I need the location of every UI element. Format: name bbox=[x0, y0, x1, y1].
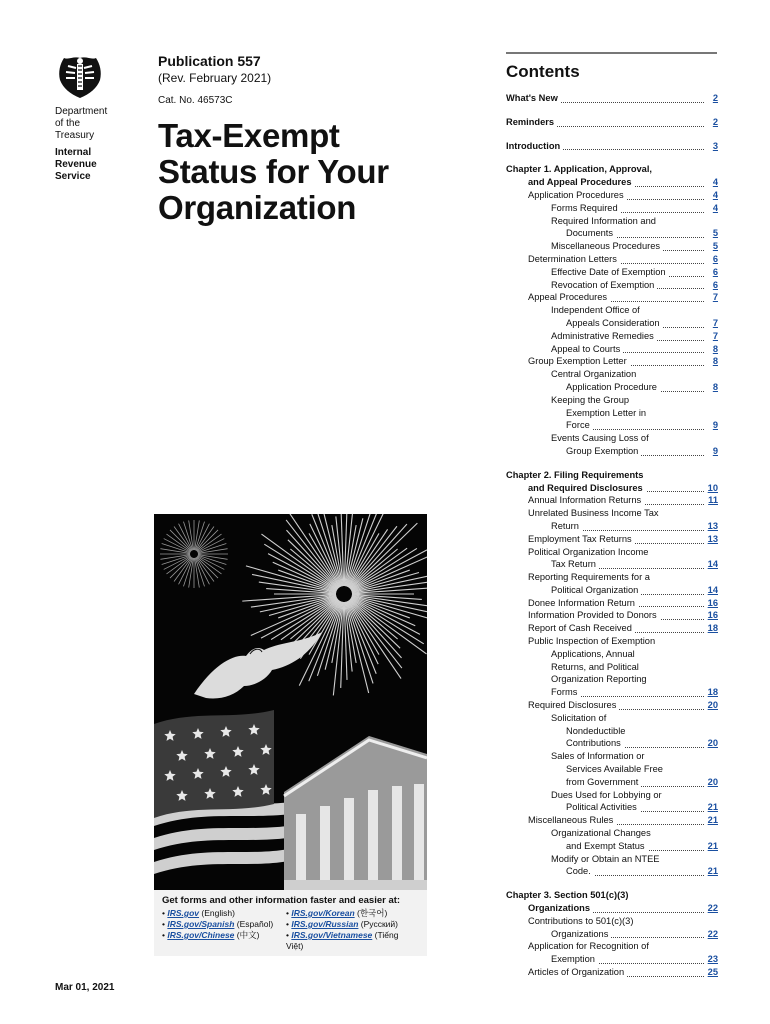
toc-entry-text: Forms bbox=[551, 687, 580, 697]
toc-page-link[interactable]: 7 bbox=[710, 330, 718, 343]
toc-page-link[interactable]: 8 bbox=[710, 355, 718, 368]
toc-entry[interactable] bbox=[506, 189, 718, 202]
toc-entry-text: Documents bbox=[566, 228, 616, 238]
toc-page-link[interactable]: 18 bbox=[705, 686, 718, 699]
toc-entry[interactable] bbox=[506, 494, 718, 507]
toc-entry[interactable] bbox=[506, 291, 718, 304]
toc-entry-text: Code. bbox=[566, 866, 594, 876]
toc-entry-text: What's New bbox=[506, 93, 561, 103]
toc-entry-text: Miscellaneous Rules bbox=[528, 815, 616, 825]
toc-entry-text: Events Causing Loss of bbox=[551, 433, 652, 443]
toc-entry[interactable] bbox=[506, 419, 718, 432]
toc-entry-text: Articles of Organization bbox=[528, 967, 627, 977]
toc-page-link[interactable]: 11 bbox=[705, 494, 718, 507]
toc-page-link[interactable]: 16 bbox=[705, 609, 718, 622]
irs-eagle-logo-icon bbox=[54, 54, 106, 100]
toc-entry[interactable] bbox=[506, 533, 718, 546]
toc-entry bbox=[506, 763, 718, 776]
toc-entry bbox=[506, 635, 718, 648]
toc-page-link[interactable]: 20 bbox=[705, 776, 718, 789]
toc-entry-text: Information Provided to Donors bbox=[528, 610, 660, 620]
toc-page-link[interactable]: 21 bbox=[705, 814, 718, 827]
toc-entry bbox=[506, 215, 718, 228]
toc-entry bbox=[506, 915, 718, 928]
toc-entry-text: Revocation of Exemption bbox=[551, 280, 657, 290]
toc-entry-text: Reminders bbox=[506, 117, 557, 127]
toc-entry bbox=[506, 546, 718, 559]
toc-entry bbox=[506, 432, 718, 445]
toc-entry-text: Solicitation of bbox=[551, 713, 609, 723]
language-link-item: • IRS.gov/Vietnamese (Tiếng Việt) bbox=[286, 930, 399, 951]
toc-entry-text: Chapter 2. Filing Requirements bbox=[506, 470, 646, 480]
dept-line: Department bbox=[55, 106, 108, 117]
toc-entry-text: Group Exemption bbox=[566, 446, 641, 456]
toc-entry[interactable] bbox=[506, 355, 718, 368]
toc-entry-text: Application for Recognition of bbox=[528, 941, 652, 951]
toc-entry-text: Exemption Letter in bbox=[566, 408, 649, 418]
toc-entry-text: Group Exemption Letter bbox=[528, 356, 630, 366]
toc-page-link[interactable]: 6 bbox=[710, 279, 718, 292]
toc-entry[interactable] bbox=[506, 279, 718, 292]
toc-entry-text: Dues Used for Lobbying or bbox=[551, 790, 665, 800]
language-label: (English) bbox=[201, 908, 235, 918]
toc-entry[interactable] bbox=[506, 140, 718, 153]
toc-page-link[interactable]: 4 bbox=[710, 176, 718, 189]
toc-entry-text: Returns, and Political bbox=[551, 662, 642, 672]
toc-page-link[interactable]: 9 bbox=[710, 419, 718, 432]
toc-entry[interactable] bbox=[506, 622, 718, 635]
catalog-number: Cat. No. 46573C bbox=[158, 95, 233, 106]
language-link-item: • IRS.gov/Spanish (Español) bbox=[162, 919, 274, 929]
toc-entry-text: Exemption bbox=[551, 954, 598, 964]
dept-line: of the bbox=[55, 118, 81, 129]
toc-entry bbox=[506, 940, 718, 953]
toc-entry-text: Appeals Consideration bbox=[566, 318, 663, 328]
toc-entry-text: Chapter 3. Section 501(c)(3) bbox=[506, 890, 631, 900]
language-label: (Tiếng Việt) bbox=[286, 930, 399, 951]
toc-entry[interactable] bbox=[506, 381, 718, 394]
toc-entry bbox=[506, 673, 718, 686]
toc-entry-text: Keeping the Group bbox=[551, 395, 632, 405]
dept-line: Treasury bbox=[55, 130, 95, 141]
irs-line: Revenue bbox=[55, 159, 97, 170]
toc-entry[interactable] bbox=[506, 227, 718, 240]
toc-page-link[interactable]: 8 bbox=[710, 343, 718, 356]
toc-entry-text: Unrelated Business Income Tax bbox=[528, 508, 662, 518]
toc-entry-text: Forms Required bbox=[551, 203, 621, 213]
toc-entry bbox=[506, 750, 718, 763]
toc-page-link[interactable]: 21 bbox=[705, 840, 718, 853]
toc-entry-text: Reporting Requirements for a bbox=[528, 572, 653, 582]
toc-entry bbox=[506, 571, 718, 584]
toc-entry bbox=[506, 507, 718, 520]
toc-entry bbox=[506, 407, 718, 420]
toc-entry[interactable] bbox=[506, 776, 718, 789]
toc-entry[interactable] bbox=[506, 840, 718, 853]
toc-entry bbox=[506, 712, 718, 725]
toc-page-link[interactable]: 21 bbox=[705, 801, 718, 814]
toc-page-link[interactable]: 2 bbox=[710, 92, 718, 105]
toc-entry-text: Force bbox=[566, 420, 593, 430]
toc-entry-text: from Government bbox=[566, 777, 641, 787]
toc-spacer bbox=[506, 105, 718, 116]
toc-entry-text: Modify or Obtain an NTEE bbox=[551, 854, 663, 864]
toc-spacer bbox=[506, 458, 718, 469]
toc-page-link[interactable]: 8 bbox=[710, 381, 718, 394]
toc-entry[interactable] bbox=[506, 928, 718, 941]
contents-rule bbox=[506, 52, 717, 54]
toc-entry[interactable] bbox=[506, 445, 718, 458]
toc-entry bbox=[506, 304, 718, 317]
toc-entry-text: Miscellaneous Procedures bbox=[551, 241, 663, 251]
toc-entry bbox=[506, 789, 718, 802]
toc-entry-text: Required Information and bbox=[551, 216, 659, 226]
toc-page-link[interactable]: 20 bbox=[705, 737, 718, 750]
irs-link[interactable]: IRS.gov/Vietnamese bbox=[291, 930, 373, 940]
toc-entry-text: Effective Date of Exemption bbox=[551, 267, 669, 277]
toc-entry-text: Political Organization Income bbox=[528, 547, 651, 557]
toc-entry bbox=[506, 368, 718, 381]
toc-entry[interactable] bbox=[506, 116, 718, 129]
toc-entry-text: Report of Cash Received bbox=[528, 623, 635, 633]
toc-entry-text: Return bbox=[551, 521, 582, 531]
toc-page-link[interactable]: 4 bbox=[710, 202, 718, 215]
toc-entry-text: Organizations bbox=[551, 929, 611, 939]
toc-entry-text: Appeal Procedures bbox=[528, 292, 610, 302]
language-label: (Español) bbox=[236, 919, 274, 929]
toc-page-link[interactable]: 22 bbox=[705, 928, 718, 941]
toc-entry[interactable] bbox=[506, 865, 718, 878]
toc-entry[interactable] bbox=[506, 482, 718, 495]
toc-entry[interactable] bbox=[506, 902, 718, 915]
toc-entry[interactable] bbox=[506, 558, 718, 571]
toc-page-link[interactable]: 5 bbox=[710, 227, 718, 240]
toc-entry bbox=[506, 394, 718, 407]
toc-entry[interactable] bbox=[506, 520, 718, 533]
toc-entry-text: Central Organization bbox=[551, 369, 639, 379]
toc-entry-text: Annual Information Returns bbox=[528, 495, 644, 505]
toc-entry-text: Services Available Free bbox=[566, 764, 666, 774]
toc-page-link[interactable]: 7 bbox=[710, 291, 718, 304]
toc-page-link[interactable]: 18 bbox=[705, 622, 718, 635]
toc-entry bbox=[506, 889, 718, 902]
irs-line: Internal bbox=[55, 147, 92, 158]
toc-entry[interactable] bbox=[506, 92, 718, 105]
toc-entry-text: and Exempt Status bbox=[566, 841, 648, 851]
toc-entry-text: Required Disclosures bbox=[528, 700, 619, 710]
department-block bbox=[55, 106, 135, 183]
toc-entry[interactable] bbox=[506, 176, 718, 189]
language-label: (한국어) bbox=[357, 908, 388, 918]
title-line: Tax-Exempt bbox=[158, 117, 340, 154]
toc-entry bbox=[506, 827, 718, 840]
toc-entry[interactable] bbox=[506, 686, 718, 699]
toc-entry[interactable] bbox=[506, 317, 718, 330]
toc-page-link[interactable]: 22 bbox=[705, 902, 718, 915]
document-title bbox=[158, 118, 478, 226]
language-link-item: • IRS.gov (English) bbox=[162, 908, 235, 918]
toc-entry-text: Organization Reporting bbox=[551, 674, 650, 684]
toc-page-link[interactable]: 13 bbox=[705, 533, 718, 546]
toc-page-link[interactable]: 9 bbox=[710, 445, 718, 458]
toc-entry[interactable] bbox=[506, 343, 718, 356]
language-link-item: • IRS.gov/Russian (Русский) bbox=[286, 919, 398, 929]
toc-spacer bbox=[506, 129, 718, 140]
toc-entry-text: Organizational Changes bbox=[551, 828, 654, 838]
toc-page-link[interactable]: 23 bbox=[705, 953, 718, 966]
toc-entry[interactable] bbox=[506, 699, 718, 712]
toc-page-link[interactable]: 3 bbox=[710, 140, 718, 153]
fireworks-eagle-flag-image bbox=[154, 514, 427, 890]
toc-entry[interactable] bbox=[506, 801, 718, 814]
toc-entry-text: Donee Information Return bbox=[528, 598, 638, 608]
toc-entry bbox=[506, 648, 718, 661]
toc-page-link[interactable]: 16 bbox=[705, 597, 718, 610]
toc-entry-text: Applications, Annual bbox=[551, 649, 638, 659]
toc-page-link[interactable]: 21 bbox=[705, 865, 718, 878]
language-label: (Русский) bbox=[360, 919, 398, 929]
toc-page-link[interactable]: 4 bbox=[710, 189, 718, 202]
irs-link[interactable]: IRS.gov bbox=[167, 908, 199, 918]
toc-entry bbox=[506, 661, 718, 674]
toc-entry[interactable] bbox=[506, 266, 718, 279]
toc-entry-text: and Appeal Procedures bbox=[528, 177, 635, 187]
title-line: Status for Your bbox=[158, 153, 389, 190]
promo-heading: Get forms and other information faster and easier at: bbox=[162, 895, 401, 906]
toc-entry-text: Contributions bbox=[566, 738, 624, 748]
toc-entry-text: Application Procedures bbox=[528, 190, 627, 200]
toc-page-link[interactable]: 6 bbox=[710, 253, 718, 266]
toc-entry-text: Sales of Information or bbox=[551, 751, 648, 761]
toc-entry bbox=[506, 725, 718, 738]
toc-entry-text: Tax Return bbox=[551, 559, 599, 569]
language-link-list bbox=[162, 908, 419, 952]
toc-entry-text: Political Activities bbox=[566, 802, 640, 812]
toc-entry-text: Introduction bbox=[506, 141, 563, 151]
irs-line: Service bbox=[55, 171, 91, 182]
toc-page-link[interactable]: 10 bbox=[705, 482, 718, 495]
contents-heading: Contents bbox=[506, 62, 580, 81]
toc-entry-text: Application Procedure bbox=[566, 382, 660, 392]
toc-entry-text: Determination Letters bbox=[528, 254, 620, 264]
toc-entry-text: Administrative Remedies bbox=[551, 331, 657, 341]
table-of-contents bbox=[506, 92, 718, 979]
toc-spacer bbox=[506, 152, 718, 163]
toc-entry[interactable] bbox=[506, 202, 718, 215]
toc-page-link[interactable]: 2 bbox=[710, 116, 718, 129]
toc-entry-text: Nondeductible bbox=[566, 726, 628, 736]
irs-link[interactable]: IRS.gov/Spanish bbox=[167, 919, 235, 929]
revision-date: (Rev. February 2021) bbox=[158, 71, 272, 85]
toc-entry-text: Contributions to 501(c)(3) bbox=[528, 916, 636, 926]
irs-link[interactable]: IRS.gov/Russian bbox=[291, 919, 359, 929]
toc-page-link[interactable]: 14 bbox=[705, 584, 718, 597]
toc-entry[interactable] bbox=[506, 737, 718, 750]
toc-page-link[interactable]: 6 bbox=[710, 266, 718, 279]
toc-entry bbox=[506, 469, 718, 482]
toc-entry-text: Political Organization bbox=[551, 585, 641, 595]
irs-link[interactable]: IRS.gov/Korean bbox=[291, 908, 355, 918]
toc-entry[interactable] bbox=[506, 330, 718, 343]
title-line: Organization bbox=[158, 189, 357, 226]
toc-page-link[interactable]: 7 bbox=[710, 317, 718, 330]
toc-entry-text: Public Inspection of Exemption bbox=[528, 636, 658, 646]
toc-page-link[interactable]: 20 bbox=[705, 699, 718, 712]
toc-entry bbox=[506, 163, 718, 176]
cover-illustration bbox=[154, 514, 427, 956]
toc-entry-text: Employment Tax Returns bbox=[528, 534, 635, 544]
toc-entry[interactable] bbox=[506, 966, 718, 979]
toc-page-link[interactable]: 14 bbox=[705, 558, 718, 571]
language-label: (中文) bbox=[236, 930, 260, 940]
toc-spacer bbox=[506, 878, 718, 889]
toc-entry-text: Chapter 1. Application, Approval, bbox=[506, 164, 655, 174]
toc-entry[interactable] bbox=[506, 584, 718, 597]
toc-page-link[interactable]: 5 bbox=[710, 240, 718, 253]
toc-entry[interactable] bbox=[506, 609, 718, 622]
toc-entry[interactable] bbox=[506, 953, 718, 966]
toc-entry[interactable] bbox=[506, 253, 718, 266]
forms-info-box bbox=[154, 890, 427, 956]
toc-entry[interactable] bbox=[506, 597, 718, 610]
toc-entry-text: Independent Office of bbox=[551, 305, 643, 315]
toc-page-link[interactable]: 13 bbox=[705, 520, 718, 533]
toc-entry-text: and Required Disclosures bbox=[528, 483, 646, 493]
toc-entry-text: Appeal to Courts bbox=[551, 344, 623, 354]
footer-date: Mar 01, 2021 bbox=[55, 982, 115, 993]
publication-number: Publication 557 bbox=[158, 53, 261, 69]
toc-entry[interactable] bbox=[506, 814, 718, 827]
language-link-item: • IRS.gov/Korean (한국어) bbox=[286, 908, 388, 918]
toc-entry-text: Organizations bbox=[528, 903, 593, 913]
toc-entry bbox=[506, 853, 718, 866]
language-link-item: • IRS.gov/Chinese (中文) bbox=[162, 930, 260, 940]
toc-entry[interactable] bbox=[506, 240, 718, 253]
irs-link[interactable]: IRS.gov/Chinese bbox=[167, 930, 235, 940]
toc-page-link[interactable]: 25 bbox=[705, 966, 718, 979]
